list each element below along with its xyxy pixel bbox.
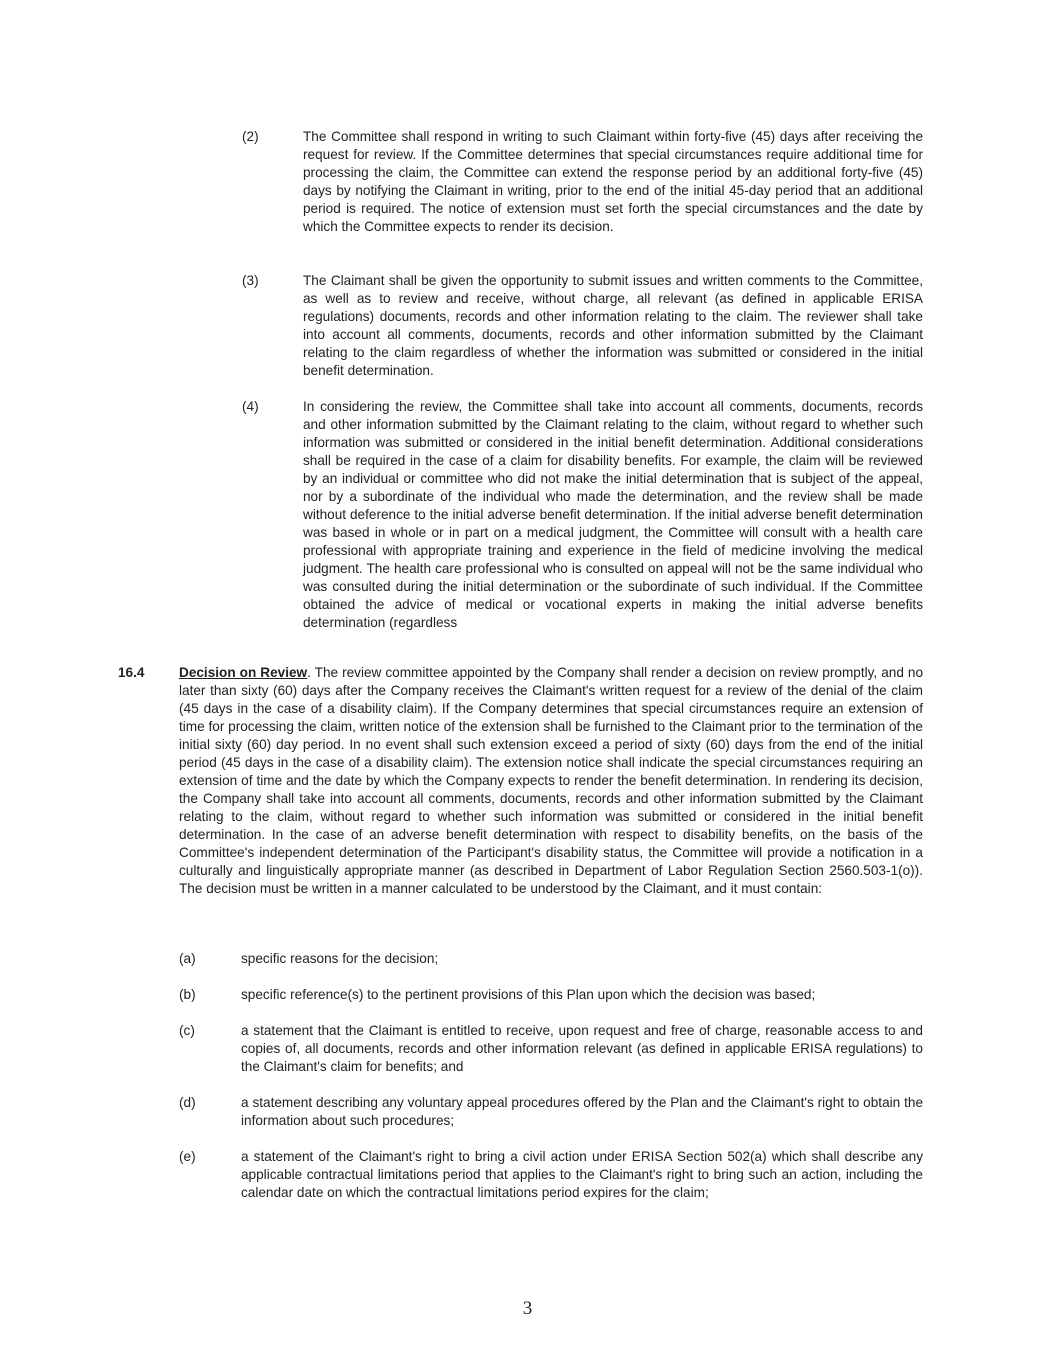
item-4-number: (4) — [242, 399, 259, 414]
sub-item-e-letter: (e) — [179, 1149, 196, 1164]
item-2-text: The Committee shall respond in writing to such Claimant within forty-five (45) days after receiving the request for review. If the Committee determines that special circumstances require additional time for processing the claim, the Committee can extend the response period by an additional forty-five (45) days by notifying the Claimant in writing, prior to the end of the initial 45-day period that an additional period is required. The notice of extension must set forth the special circumstances and the date by which the Committee expects to render its decision. — [303, 129, 923, 234]
sub-item-a-text: specific reasons for the decision; — [241, 951, 439, 966]
section-number: 16.4 — [118, 665, 145, 680]
sub-item-b-text: specific reference(s) to the pertinent provisions of this Plan upon which the decision was based; — [241, 987, 816, 1002]
section-text: . The review committee appointed by the Company shall render a decision on review promptly, and no later than sixty (60) days after the Company receives the Claimant's written request for a review of the denial of the claim (45 days in the case of a disability claim). If the Company determines that special circumstances require an extension of time for processing the claim, written notice of the extension shall be furnished to the Claimant prior to the termination of the initial sixty (60) day period. In no event shall such extension exceed a period of sixty (60) days from the end of the initial period (45 days in the case of a disability claim). The extension notice shall indicate the special circumstances requiring an extension of time and the date by which the Company expects to render the benefit determination. In rendering its decision, the Company shall take into account all comments, documents, records and other information submitted by the Claimant relating to the claim, without regard to whether such information was submitted or considered in the initial benefit determination. In the case of an adverse benefit determination with respect to disability benefits, on the basis of the Committee's independent determination of the Participant's disability status, the Committee will provide a notification in a culturally and linguistically appropriate manner (as described in Department of Labor Regulation Section 2560.503-1(o)). The decision must be written in a manner calculated to be understood by the Claimant, and it must contain: — [179, 665, 924, 896]
sub-item-a-letter: (a) — [179, 951, 196, 966]
page-number: 3 — [522, 1298, 533, 1319]
item-3-text: The Claimant shall be given the opportunity to submit issues and written comments to the Committee, as well as to review and receive, without charge, all relevant (as defined in applicable ERISA regulations) documents, records and other information relating to the claim. The reviewer shall take into account all comments, documents, records and other information submitted by the Claimant relating to the claim regardless of whether the information was submitted or considered in the initial benefit determination. — [303, 273, 923, 378]
section-heading: Decision on Review — [179, 665, 308, 680]
item-3-number: (3) — [242, 273, 259, 288]
section-16-4-body — [179, 664, 923, 898]
sub-item-b-letter: (b) — [179, 987, 196, 1002]
sub-item-d-letter: (d) — [179, 1095, 196, 1110]
sub-item-c-text: a statement that the Claimant is entitled to receive, upon request and free of charge, reasonable access to and copies of, all documents, records and other information relevant (as defined in applicable ERISA regulations) to the Claimant's claim for benefits; and — [241, 1023, 923, 1074]
sub-item-c-letter: (c) — [179, 1023, 195, 1038]
item-4-text: In considering the review, the Committee shall take into account all comments, documents, records and other information submitted by the Claimant relating to the claim, without regard to whether such information was submitted or considered in the initial benefit determination. Additional considerations shall be required in the case of a claim for disability benefits. For example, the claim will be reviewed by an individual or committee who did not make the initial determination that is subject of the appeal, nor by a subordinate of the individual who made the determination, and the review shall be made without deference to the initial adverse benefit determination. If the initial adverse benefit determination was based in whole or in part on a medical judgment, the Committee will consult with a health care professional with appropriate training and experience in the field of medicine involving the medical judgment. The health care professional who is consulted on appeal will not be the same individual who was consulted during the initial determination or the subordinate of such individual. If the Committee obtained the advice of medical or vocational experts in making the initial adverse benefits determination (regardless — [303, 399, 923, 630]
sub-item-d-text: a statement describing any voluntary appeal procedures offered by the Plan and the Claimant's right to obtain the information about such procedures; — [241, 1095, 923, 1128]
item-2-number: (2) — [242, 129, 259, 144]
sub-item-e-text: a statement of the Claimant's right to bring a civil action under ERISA Section 502(a) which shall describe any applicable contractual limitations period that applies to the Claimant's right to bring such an action, including the calendar date on which the contractual limitations period expires for the claim; — [241, 1149, 923, 1200]
